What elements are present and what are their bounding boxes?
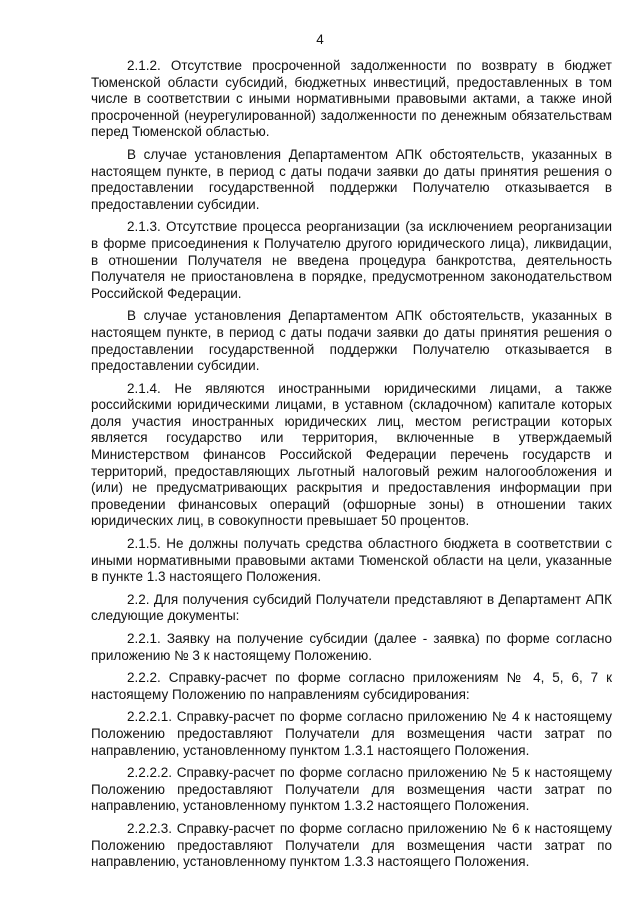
paragraph-2-2: 2.2. Для получения субсидий Получатели представляют в Департамент АПК следующие документы: [91, 591, 612, 624]
paragraph-refusal-note-2: В случае установления Департаментом АПК обстоятельств, указанных в настоящем пункте, в период с даты подачи заявки до даты принятия решения о предоставлении государственной поддержки Получателю отказывается в предоставлении субсидии. [91, 308, 612, 374]
paragraph-2-2-2-3: 2.2.2.3. Справку-расчет по форме согласно приложению № 6 к настоящему Положению предоставляют Получатели для возмещения части затрат по направлению, установленному пунктом 1.3.3 настоящего Положения. [91, 820, 612, 870]
document-body [91, 58, 612, 877]
paragraph-2-2-2-2: 2.2.2.2. Справку-расчет по форме согласно приложению № 5 к настоящему Положению предоставляют Получатели для возмещения части затрат по направлению, установленному пунктом 1.3.2 настоящего Положения. [91, 765, 612, 814]
paragraph-2-1-3: 2.1.3. Отсутствие процесса реорганизации (за исключением реорганизации в форме присоединения к Получателю другого юридического лица), ликвидации, в отношении Получателя не введена процедура банкротства, деятельность Получателя не приостановлена в порядке, предусмотренном законодательством Российской Федерации. [91, 219, 612, 301]
paragraph-2-1-4: 2.1.4. Не являются иностранными юридическими лицами, а также российскими юридическими лицами, в уставном (складочном) капитале которых доля участия иностранных юридических лиц, местом регистрации которых является государство или территория, включенные в утверждаемый Министерством финансов Российской Федерации перечень государств и территорий, предоставляющих льготный налоговый режим налогообложения и (или) не предусматривающих раскрытия и предоставления информации при проведении финансовых операций (офшорные зоны) в отношении таких юридических лиц, в совокупности превышает 50 процентов. [91, 380, 612, 529]
paragraph-2-2-1: 2.2.1. Заявку на получение субсидии (далее - заявка) по форме согласно приложению № 3 к настоящему Положению. [91, 631, 612, 663]
paragraph-refusal-note-1: В случае установления Департаментом АПК обстоятельств, указанных в настоящем пункте, в период с даты подачи заявки до даты принятия решения о предоставлении государственной поддержки Получателю отказывается в предоставлении субсидии. [91, 146, 612, 212]
paragraph-2-2-2-1: 2.2.2.1. Справку-расчет по форме согласно приложению № 4 к настоящему Положению предоставляют Получатели для возмещения части затрат по направлению, установленному пунктом 1.3.1 настоящего Положения. [91, 709, 612, 758]
paragraph-2-1-2: 2.1.2. Отсутствие просроченной задолженности по возврату в бюджет Тюменской области субсидий, бюджетных инвестиций, предоставленных в том числе в соответствии с иными нормативными правовыми актами, а также иной просроченной (неурегулированной) задолженности по денежным обязательствам перед Тюменской областью. [91, 58, 612, 140]
paragraph-2-1-5: 2.1.5. Не должны получать средства областного бюджета в соответствии с иными нормативными правовыми актами Тюменской области на цели, указанные в пункте 1.3 настоящего Положения. [91, 536, 612, 585]
page-number: 4 [316, 32, 324, 47]
paragraph-2-2-2: 2.2.2. Справку-расчет по форме согласно приложениям № 4, 5, 6, 7 к настоящему Положению по направлениям субсидирования: [91, 670, 612, 702]
